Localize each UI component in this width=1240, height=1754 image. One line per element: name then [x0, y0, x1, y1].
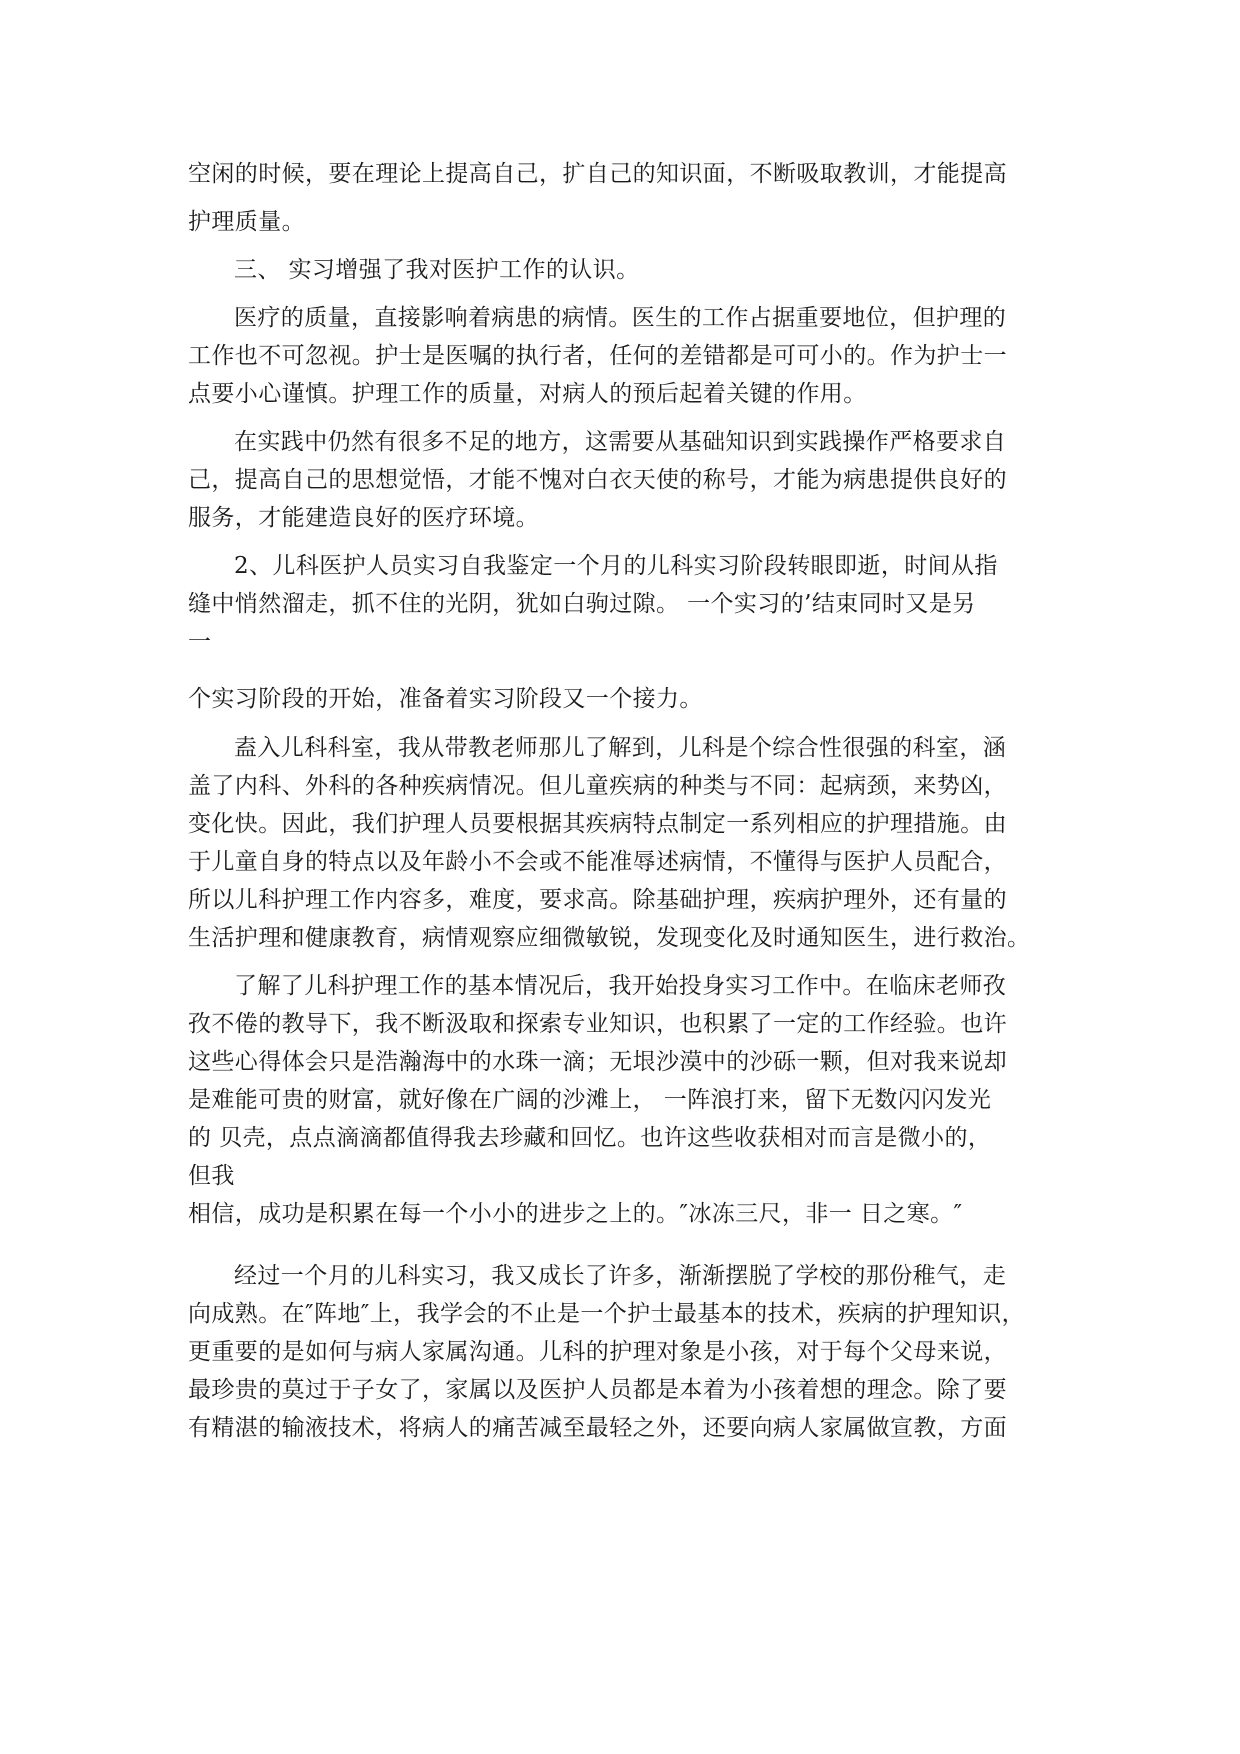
text-line: 2、儿科医护人员实习自我鉴定一个月的儿科实习阶段转眼即逝，时间从指: [234, 553, 998, 579]
text-line: 己，提高自己的思想觉悟，才能不愧对白衣天使的称号，才能为病患提供良好的: [188, 467, 1007, 493]
text-line: 服务，才能建造良好的医疗环境。: [188, 505, 539, 531]
text-line: 盖了内科、外科的各种疾病情况。但儿童疾病的种类与不同：起病颈，来势凶，: [188, 773, 1007, 799]
text-line: 于儿童自身的特点以及年龄小不会或不能准辱述病情，不懂得与医护人员配合，: [188, 849, 1007, 875]
text-line: 变化快。因此，我们护理人员要根据其疾病特点制定一系列相应的护理措施。由: [188, 811, 1007, 837]
text-line: 点要小心谨慎。护理工作的质量，对病人的预后起着关键的作用。: [188, 381, 867, 407]
text-line: 个实习阶段的开始，准备着实习阶段又一个接力。: [188, 686, 703, 712]
text-line: 一: [188, 629, 212, 655]
section-heading: 三、 实习增强了我对医护工作的认识。: [234, 257, 640, 283]
text-line: 孜不倦的教导下，我不断汲取和探索专业知识，也积累了一定的工作经验。也许: [188, 1011, 1007, 1037]
text-line: 这些心得体会只是浩瀚海中的水珠一滴；无垠沙漠中的沙砾一颗，但对我来说却: [188, 1049, 1007, 1075]
text-line: 盍入儿科科室，我从带教老师那儿了解到，儿科是个综合性很强的科室，涵: [234, 735, 1007, 761]
text-line: 有精湛的输液技术，将病人的痛苦减至最轻之外，还要向病人家属做宣教，方面: [188, 1415, 1007, 1441]
text-line: 相信，成功是积累在每一个小小的进步之上的。″冰冻三尺，非一 日之寒。″: [188, 1201, 963, 1227]
text-line: 是难能可贵的财富，就好像在广阔的沙滩上， 一阵浪打来，留下无数闪闪发光: [188, 1087, 992, 1113]
text-line: 工作也不可忽视。护士是医嘱的执行者，任何的差错都是可可小的。作为护士一: [188, 343, 1007, 369]
document-page: [188, 0, 1058, 1754]
text-line: 医疗的质量，直接影响着病患的病情。医生的工作占据重要地位，但护理的: [234, 305, 1007, 331]
text-line: 经过一个月的儿科实习，我又成长了许多，渐渐摆脱了学校的那份稚气，走: [234, 1263, 1007, 1289]
text-line: 空闲的时候，要在理论上提高自己，扩自己的知识面，不断吸取教训，才能提高: [188, 161, 1007, 187]
text-line: 了解了儿科护理工作的基本情况后，我开始投身实习工作中。在临床老师孜: [234, 973, 1007, 999]
text-line: 向成熟。在″阵地″上，我学会的不止是一个护士最基本的技术，疾病的护理知识，: [188, 1301, 1025, 1327]
text-line: 缝中悄然溜走，抓不住的光阴，犹如白驹过隙。 一个实习的’结束同时又是另: [188, 591, 976, 617]
text-line: 生活护理和健康教育，病情观察应细微敏锐，发现变化及时通知医生，进行救治。: [188, 925, 1031, 951]
text-line: 最珍贵的莫过于子女了，家属以及医护人员都是本着为小孩着想的理念。除了要: [188, 1377, 1007, 1403]
text-line: 的 贝壳，点点滴滴都值得我去珍藏和回忆。也许这些收获相对而言是微小的，: [188, 1125, 992, 1151]
text-line: 更重要的是如何与病人家属沟通。儿科的护理对象是小孩，对于每个父母来说，: [188, 1339, 1007, 1365]
text-line: 护理质量。: [188, 209, 305, 235]
text-line: 但我: [188, 1163, 235, 1189]
text-line: 所以儿科护理工作内容多，难度，要求高。除基础护理，疾病护理外，还有量的: [188, 887, 1007, 913]
text-line: 在实践中仍然有很多不足的地方，这需要从基础知识到实践操作严格要求自: [234, 429, 1007, 455]
